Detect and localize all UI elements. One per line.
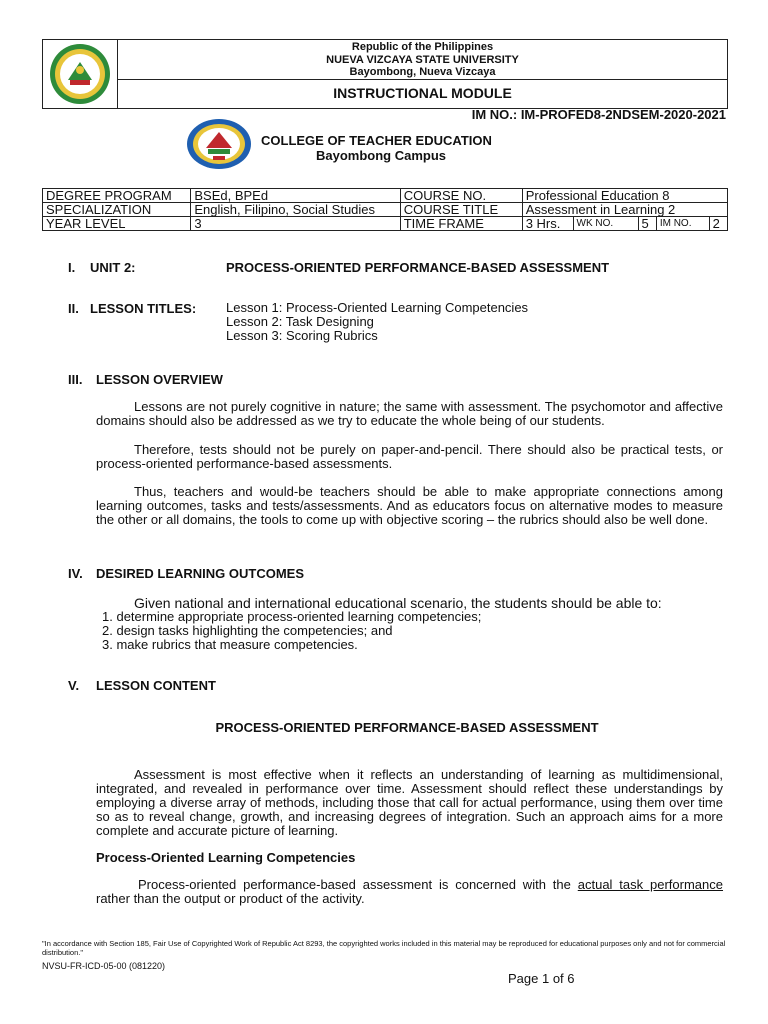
course-title-label: COURSE TITLE [400, 203, 522, 217]
section-2-label: LESSON TITLES: [90, 301, 197, 316]
wk-no-value: 5 [638, 217, 656, 231]
section-4-label: DESIRED LEARNING OUTCOMES [96, 566, 305, 581]
list-item: 2. design tasks highlighting the competencies; and [102, 623, 393, 638]
degree-program-label: DEGREE PROGRAM [43, 189, 191, 203]
list-item: Lesson 2: Task Designing [226, 314, 374, 329]
section-3-label: LESSON OVERVIEW [96, 372, 223, 387]
table-row [43, 217, 728, 231]
emphasized-term: actual task performance [577, 877, 724, 892]
course-info-table [42, 188, 728, 231]
list-item: Lesson 1: Process-Oriented Learning Competencies [226, 300, 529, 315]
list-item: 3. make rubrics that measure competencies. [102, 637, 358, 652]
content-paragraph-1: Assessment is most effective when it reflects an understanding of learning as multidimensional, integrated, and revealed in performance over time. Assessment should reflect these understandings by employing a diverse array of methods, including those that call for actual performance, using them over time so as to reveal change, growth, and increasing degrees of integration. Such an approach aims for a more complete and accurate picture of learning. [96, 767, 723, 838]
overview-paragraph-3: Thus, teachers and would-be teachers should be able to make appropriate connections among learning outcomes, tasks and tests/assessments. And as educators focus on alternative modes to measure the other or all domains, the tools to come up with objective scoring – the rubrics should also be well done. [96, 484, 723, 527]
college-seal-icon [186, 118, 252, 170]
header-box [42, 39, 728, 109]
content-title: PROCESS-ORIENTED PERFORMANCE-BASED ASSESSMENT [215, 720, 599, 735]
header-line-2: NUEVA VIZCAYA STATE UNIVERSITY [326, 53, 519, 66]
header-line-1: Republic of the Philippines [351, 41, 494, 53]
list-item: 1. determine appropriate process-oriented learning competencies; [102, 609, 482, 624]
header-line-3: Bayombong, Nueva Vizcaya [349, 66, 496, 78]
content-paragraph-2: Process-oriented performance-based assessment is concerned with the actual task performance rather than the output or product of the activity. [96, 877, 724, 906]
time-frame-value: 3 Hrs. [522, 217, 573, 231]
republic-header [118, 40, 727, 80]
section-1-label: UNIT 2: [90, 260, 136, 275]
cte-logo [186, 118, 252, 173]
section-4-number: IV. [68, 566, 83, 581]
section-5-number: V. [68, 678, 80, 693]
table-row [43, 203, 728, 217]
course-no-value: Professional Education 8 [522, 189, 727, 203]
degree-program-value: BSEd, BPEd [191, 189, 400, 203]
lesson-titles-list [226, 301, 528, 343]
course-no-label: COURSE NO. [400, 189, 522, 203]
wk-no-label: WK NO. [573, 217, 638, 231]
copyright-notice: "In accordance with Section 185, Fair Use of Copyrighted Work of Republic Act 8293, the copyrighted works included in this material may be reproduced for educational purposes only and not for commercial distribution." [42, 939, 726, 957]
page-number: Page 1 of 6 [508, 971, 575, 986]
college-name: COLLEGE OF TEACHER EDUCATION [261, 133, 492, 148]
outcomes-intro: Given national and international educational scenario, the students should be able to: [134, 595, 662, 611]
outcomes-list [102, 610, 481, 652]
im-no-value: 2 [709, 217, 727, 231]
course-title-value: Assessment in Learning 2 [522, 203, 727, 217]
overview-paragraph-1: Lessons are not purely cognitive in nature; the same with assessment. The psychomotor and affective domains should also be addressed as we try to educate the whole being of our students. [96, 399, 723, 428]
section-3-number: III. [68, 372, 83, 387]
specialization-label: SPECIALIZATION [43, 203, 191, 217]
section-1-number: I. [68, 260, 76, 275]
campus-name: Bayombong Campus [316, 148, 447, 163]
time-frame-label: TIME FRAME [400, 217, 522, 231]
unit-title: PROCESS-ORIENTED PERFORMANCE-BASED ASSESSMENT [226, 260, 610, 275]
university-seal-icon [43, 40, 117, 108]
overview-paragraph-2: Therefore, tests should not be purely on paper-and-pencil. There should also be practical tests, or process-oriented performance-based assessments. [96, 442, 723, 471]
form-code: NVSU-FR-ICD-05-00 (081220) [42, 961, 166, 971]
section-5-label: LESSON CONTENT [96, 678, 216, 693]
section-2-number: II. [68, 301, 79, 316]
im-no-label: IM NO. [656, 217, 709, 231]
year-level-value: 3 [191, 217, 400, 231]
specialization-value: English, Filipino, Social Studies [191, 203, 400, 217]
university-seal-cell [43, 40, 118, 108]
module-title: INSTRUCTIONAL MODULE [333, 85, 512, 101]
subheading: Process-Oriented Learning Competencies [96, 850, 356, 865]
year-level-label: YEAR LEVEL [43, 217, 191, 231]
table-row [43, 189, 728, 203]
im-number: IM NO.: IM-PROFED8-2NDSEM-2020-2021 [471, 107, 726, 122]
list-item: Lesson 3: Scoring Rubrics [226, 328, 378, 343]
